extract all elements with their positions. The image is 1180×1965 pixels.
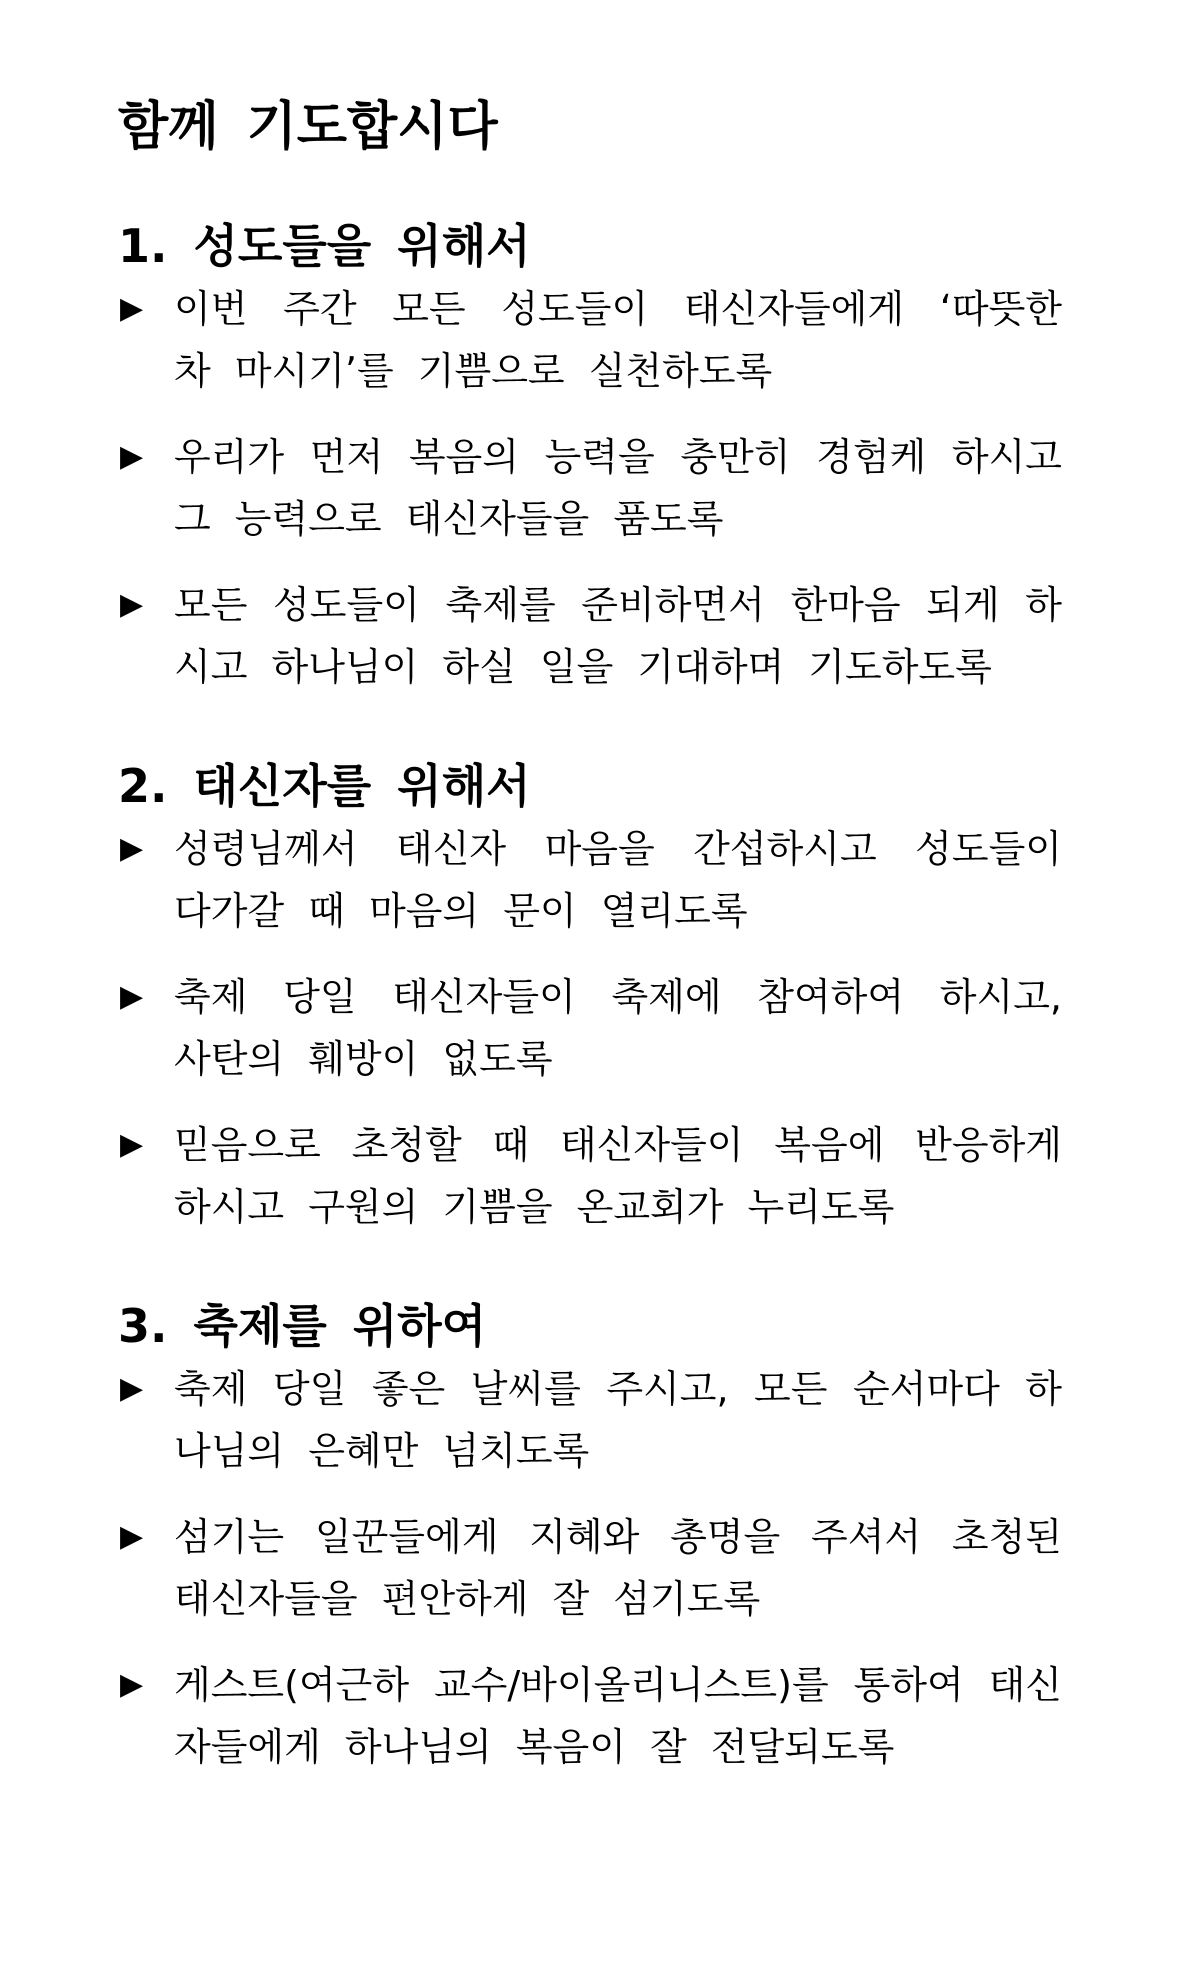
prayer-text: 축제 당일 좋은 날씨를 주시고, 모든 순서마다 하나님의 은혜만 넘치도록 [174,1367,1062,1473]
section-festival [118,1294,1062,1778]
section-heading: 2. 태신자를 위해서 [118,759,531,813]
section-saints [118,214,1062,698]
prayer-item [118,966,1062,1090]
prayer-text: 이번 주간 모든 성도들이 태신자들에게 ‘따뜻한 차 마시기’를 기쁨으로 실천하도록 [174,287,1062,393]
triangle-bullet-icon: ▶ [120,439,144,474]
page-title: 함께 기도합시다 [118,97,498,157]
prayer-item [118,426,1062,550]
triangle-bullet-icon: ▶ [120,1127,144,1162]
prayer-text: 믿음으로 초청할 때 태신자들이 복음에 반응하게 하시고 구원의 기쁨을 온교회가 누리도록 [174,1123,1062,1229]
prayer-item [118,818,1062,942]
triangle-bullet-icon: ▶ [120,587,144,622]
prayer-text: 축제 당일 태신자들이 축제에 참여하여 하시고, 사탄의 훼방이 없도록 [174,975,1062,1081]
triangle-bullet-icon: ▶ [120,831,144,866]
prayer-text: 모든 성도들이 축제를 준비하면서 한마음 되게 하시고 하나님이 하실 일을 기대하며 기도하도록 [174,583,1062,689]
triangle-bullet-icon: ▶ [120,1371,144,1406]
prayer-item [118,1506,1062,1630]
prayer-list [118,1358,1062,1778]
prayer-text: 성령님께서 태신자 마음을 간섭하시고 성도들이 다가갈 때 마음의 문이 열리도록 [174,827,1062,933]
section-heading: 3. 축제를 위하여 [118,1299,487,1353]
prayer-list [118,278,1062,698]
section-prospects [118,754,1062,1238]
prayer-text: 우리가 먼저 복음의 능력을 충만히 경험케 하시고 그 능력으로 태신자들을 품도록 [174,435,1062,541]
prayer-list [118,818,1062,1238]
prayer-item [118,278,1062,402]
prayer-item [118,1654,1062,1778]
prayer-item [118,574,1062,698]
prayer-text: 게스트(여근하 교수/바이올리니스트)를 통하여 태신자들에게 하나님의 복음이 잘 전달되도록 [174,1663,1062,1769]
prayer-item [118,1358,1062,1482]
triangle-bullet-icon: ▶ [120,1667,144,1702]
prayer-item [118,1114,1062,1238]
section-heading: 1. 성도들을 위해서 [118,219,531,273]
prayer-text: 섬기는 일꾼들에게 지혜와 총명을 주셔서 초청된 태신자들을 편안하게 잘 섬기도록 [174,1515,1062,1621]
triangle-bullet-icon: ▶ [120,979,144,1014]
triangle-bullet-icon: ▶ [120,1519,144,1554]
triangle-bullet-icon: ▶ [120,291,144,326]
